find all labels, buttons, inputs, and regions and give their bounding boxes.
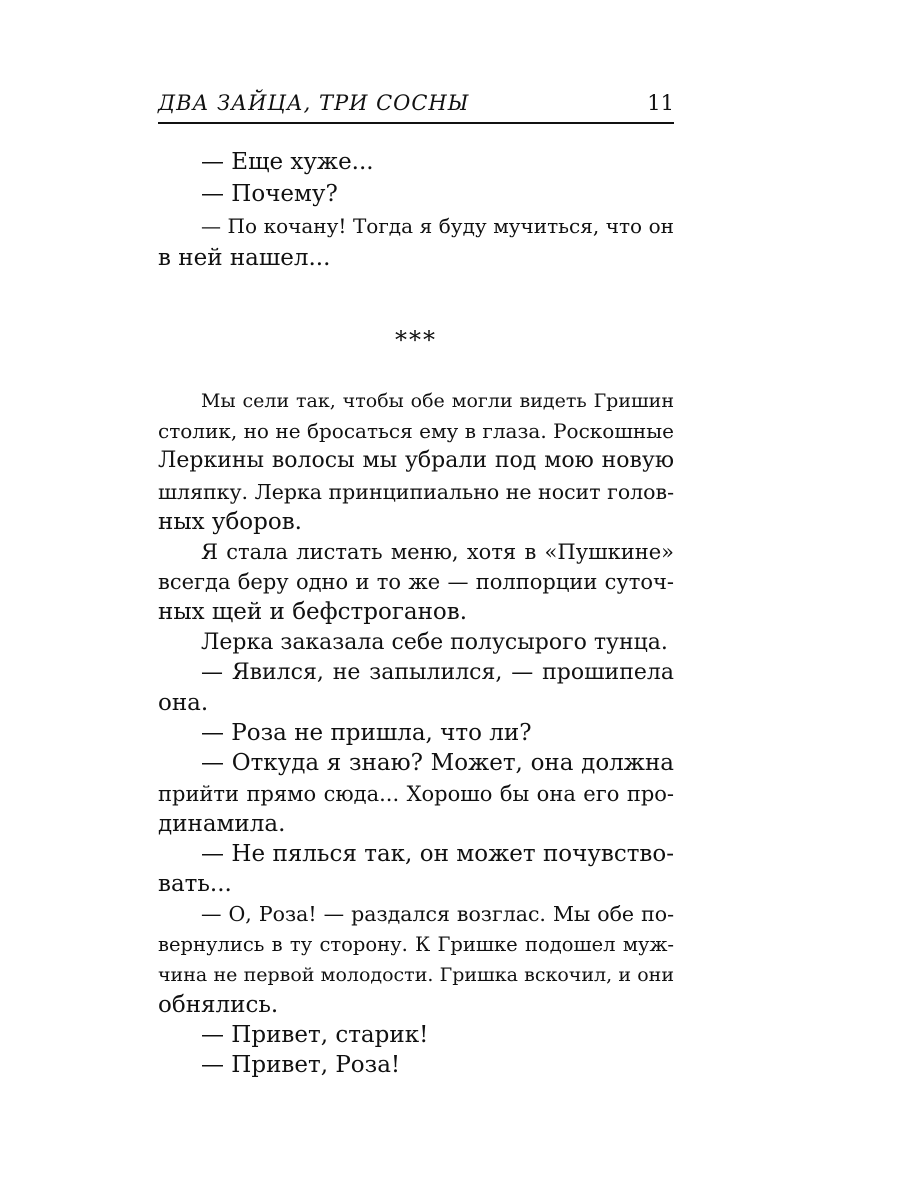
text-line: — Не пялься так, он может почувство- — [201, 841, 674, 867]
text-line: ных щей и бефстроганов. — [158, 599, 468, 626]
page-number: 11 — [647, 91, 674, 115]
running-title: ДВА ЗАЙЦА, ТРИ СОСНЫ — [158, 91, 470, 115]
text-line: в ней нашел... — [158, 245, 331, 271]
text-line: динамила. — [158, 810, 286, 837]
section-separator: *** — [395, 326, 437, 354]
text-line: обнялись. — [158, 992, 279, 1018]
text-line: — Явился, не запылился, — прошипела — [201, 659, 674, 685]
text-line: — Роза не пришла, что ли? — [201, 720, 532, 747]
text-line: всегда беру одно и то же — полпорции суточ- — [158, 570, 674, 595]
text-line: Лерка заказала себе полусырого тунца. — [201, 629, 668, 655]
text-line: шляпку. Лерка принципиально не носит голов- — [158, 479, 674, 504]
text-line: вать... — [158, 871, 232, 898]
text-line: она. — [158, 690, 209, 716]
text-line: — Привет, старик! — [201, 1022, 429, 1049]
text-line: ных уборов. — [158, 508, 302, 535]
text-line: чина не первой молодости. Гришка вскочил, и они — [158, 963, 674, 986]
text-line: прийти прямо сюда... Хорошо бы она его про- — [158, 781, 674, 806]
text-line: — Привет, Роза! — [201, 1052, 401, 1079]
text-line: — Откуда я знаю? Может, она должна — [201, 750, 674, 777]
text-line: — Почему? — [201, 181, 338, 207]
text-line: Я стала листать меню, хотя в «Пушкине» — [201, 540, 674, 564]
text-line: Мы сели так, чтобы обе могли видеть Гришин — [201, 390, 674, 412]
text-line: — Еще хуже... — [201, 149, 374, 175]
text-line: — О, Роза! — раздался возглас. Мы обе по- — [201, 902, 674, 927]
text-line: вернулись в ту сторону. К Гришке подошел муж- — [158, 932, 674, 956]
text-line: Леркины волосы мы убрали под мою новую — [158, 448, 674, 474]
page-header — [158, 88, 674, 124]
header-rule — [158, 122, 674, 124]
text-line: столик, но не бросаться ему в глаза. Роскошные — [158, 419, 674, 444]
text-line: — По кочану! Тогда я буду мучиться, что он — [201, 214, 674, 238]
